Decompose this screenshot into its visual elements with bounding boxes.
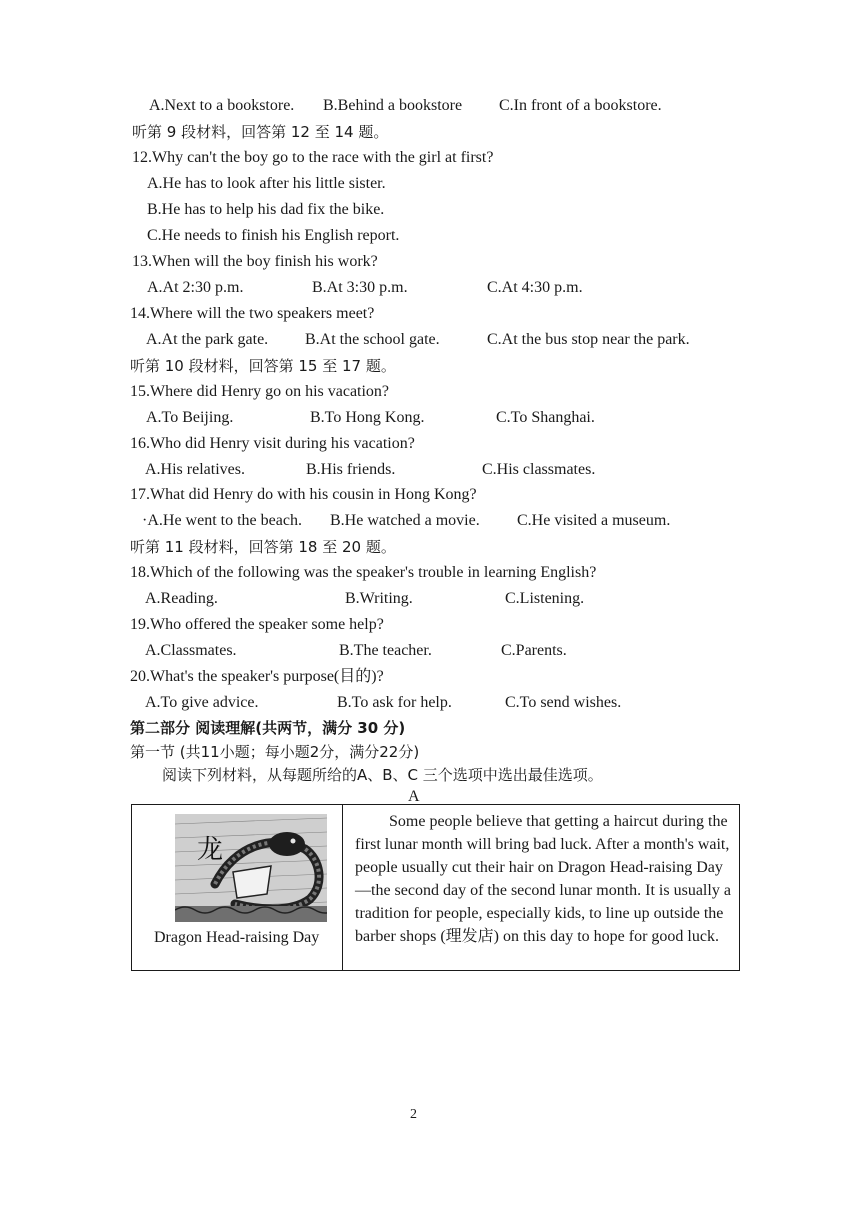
part-2-title: 第二部分 阅读理解(共两节，满分 30 分) bbox=[130, 719, 406, 737]
option-a: A.Reading. bbox=[145, 590, 218, 607]
option-c: C.He visited a museum. bbox=[517, 512, 671, 529]
option-c: C.Parents. bbox=[501, 642, 567, 659]
passage-paragraph: Some people believe that getting a haircut during the first lunar month will bring bad luck. After a month's wait, people usually cut their hair on Dragon Head-raising Day—the second day of the second lunar month. It is usually a tradition for people, especially kids, to line up outside the barber shops (理发店) on this day to hope for good luck. bbox=[355, 813, 731, 945]
question-17: 17.What did Henry do with his cousin in Hong Kong? bbox=[130, 486, 477, 503]
option-b: B.Writing. bbox=[345, 590, 413, 607]
option-c: C.In front of a bookstore. bbox=[499, 97, 662, 114]
passage-table bbox=[131, 804, 740, 971]
reading-instruction: 阅读下列材料，从每题所给的A、B、C 三个选项中选出最佳选项。 bbox=[162, 766, 603, 784]
question-14: 14.Where will the two speakers meet? bbox=[130, 305, 375, 322]
option-a: A.At the park gate. bbox=[146, 331, 269, 348]
option-a: A.Classmates. bbox=[145, 642, 237, 659]
question-12-option-c: C.He needs to finish his English report. bbox=[147, 227, 400, 244]
option-b: B.To Hong Kong. bbox=[310, 409, 425, 426]
column-divider bbox=[342, 805, 343, 970]
picture-caption: Dragon Head-raising Day bbox=[154, 929, 320, 946]
option-a: A.At 2:30 p.m. bbox=[147, 279, 244, 296]
option-c: C.To send wishes. bbox=[505, 694, 622, 711]
question-13: 13.When will the boy finish his work? bbox=[132, 253, 378, 270]
section-9-heading: 听第 9 段材料，回答第 12 至 14 题。 bbox=[132, 123, 389, 141]
question-18: 18.Which of the following was the speaker's trouble in learning English? bbox=[130, 564, 597, 581]
option-a: ·A.He went to the beach. bbox=[142, 512, 302, 529]
option-c: C.Listening. bbox=[505, 590, 585, 607]
option-c: C.His classmates. bbox=[482, 461, 596, 478]
question-12-option-b: B.He has to help his dad fix the bike. bbox=[147, 201, 385, 218]
option-b: B.His friends. bbox=[306, 461, 396, 478]
question-19: 19.Who offered the speaker some help? bbox=[130, 616, 384, 633]
passage-label: A bbox=[408, 788, 420, 805]
option-a: A.To Beijing. bbox=[146, 409, 234, 426]
option-b: B.At the school gate. bbox=[305, 331, 440, 348]
page-number: 2 bbox=[410, 1107, 417, 1122]
question-12: 12.Why can't the boy go to the race with the girl at first? bbox=[132, 149, 494, 166]
question-16: 16.Who did Henry visit during his vacation? bbox=[130, 435, 415, 452]
question-12-option-a: A.He has to look after his little sister. bbox=[147, 175, 386, 192]
option-a: A.His relatives. bbox=[145, 461, 245, 478]
option-b: B.To ask for help. bbox=[337, 694, 452, 711]
section-1-title: 第一节 (共11小题；每小题2分，满分22分) bbox=[130, 743, 420, 761]
option-b: B.At 3:30 p.m. bbox=[312, 279, 408, 296]
option-c: C.At 4:30 p.m. bbox=[487, 279, 583, 296]
option-a: A.To give advice. bbox=[145, 694, 259, 711]
section-11-heading: 听第 11 段材料，回答第 18 至 20 题。 bbox=[130, 538, 396, 556]
option-b: B.He watched a movie. bbox=[330, 512, 480, 529]
option-c: C.At the bus stop near the park. bbox=[487, 331, 690, 348]
dragon-picture bbox=[175, 814, 327, 922]
option-a: A.Next to a bookstore. bbox=[149, 97, 295, 114]
option-b: B.Behind a bookstore bbox=[323, 97, 463, 114]
passage-text bbox=[355, 810, 737, 948]
option-c: C.To Shanghai. bbox=[496, 409, 595, 426]
section-10-heading: 听第 10 段材料，回答第 15 至 17 题。 bbox=[130, 357, 396, 375]
dragon-illustration bbox=[175, 814, 327, 922]
question-20: 20.What's the speaker's purpose(目的)? bbox=[130, 668, 384, 685]
dragon-character: 龙 bbox=[197, 835, 224, 865]
question-15: 15.Where did Henry go on his vacation? bbox=[130, 383, 390, 400]
option-b: B.The teacher. bbox=[339, 642, 432, 659]
